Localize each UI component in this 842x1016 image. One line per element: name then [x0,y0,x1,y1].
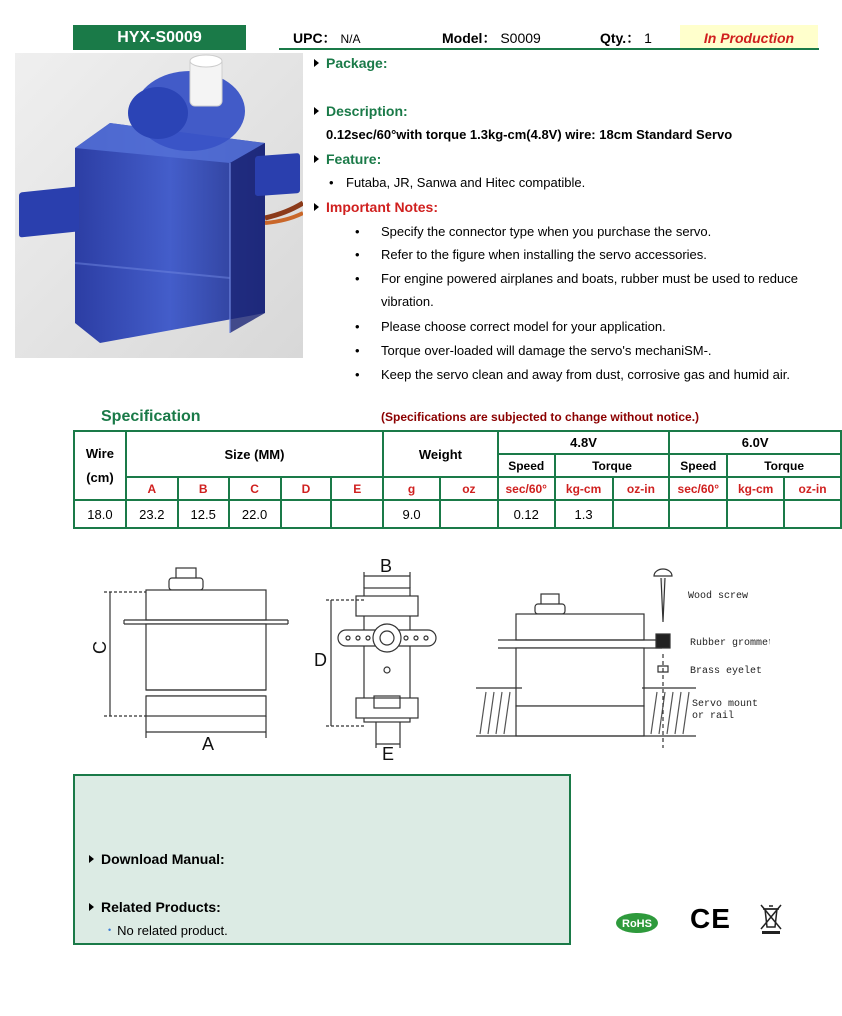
value-d [281,500,332,528]
download-manual-title: Download Manual: [101,851,225,867]
note-item [355,223,711,240]
triangle-bullet-icon [314,155,319,163]
notes-title: Important Notes: [326,199,438,215]
value-kgcm-48: 1.3 [555,500,613,528]
product-photo [15,53,303,358]
note-text: Refer to the figure when installing the servo accessories. [381,247,707,262]
dimension-label-d: D [314,650,327,670]
value-oz [440,500,498,528]
qty-value: 1 [644,30,652,46]
value-g: 9.0 [383,500,440,528]
wire-header [74,431,126,500]
note-text: Specify the connector type when you purchase the servo. [381,224,712,239]
note-text-continued: vibration. [381,294,434,309]
dimension-label-a: A [202,734,215,754]
qty-field [600,29,652,47]
unit-kgcm-60: kg-cm [727,477,784,500]
unit-b: B [178,477,229,500]
note-item [355,366,790,383]
part-label-brass-eyelet: Brass eyelet [690,666,763,677]
triangle-bullet-icon [314,203,319,211]
wire-label: Wire [85,445,114,461]
unit-d: D [281,477,332,500]
value-b: 12.5 [178,500,229,528]
bullet-dot-icon: • [329,175,334,190]
package-title: Package: [326,55,388,71]
production-status: In Production [703,30,795,46]
dimension-label-b: B [380,556,393,576]
description-section [314,102,408,120]
note-text: Torque over-loaded will damage the servo's mechaniSM-. [381,343,712,358]
spec-title: Specification [101,408,201,425]
part-label-rubber-grommet: Rubber grommet [690,638,770,649]
weight-header: Weight [383,431,498,477]
size-header: Size (MM) [126,431,383,477]
note-item [355,318,666,335]
rohs-text: RoHS [622,918,652,930]
value-kgcm-60 [727,500,784,528]
value-ozin-60 [784,500,841,528]
related-products-section [89,898,221,916]
unit-ozin-60: oz-in [784,477,841,500]
description-text: 0.12sec/60°with torque 1.3kg-cm(4.8V) wire: 18cm Standard Servo [326,127,733,142]
bullet-dot-icon: • [108,925,112,935]
unit-speed-48: sec/60° [498,477,555,500]
description-title: Description: [326,103,408,119]
upc-field [293,29,360,48]
note-text: For engine powered airplanes and boats, rubber must be used to reduce [381,271,798,286]
bullet-dot-icon: • [355,343,360,358]
triangle-bullet-icon [89,903,94,911]
upc-value: N/A [340,32,361,46]
feature-title: Feature: [326,151,382,167]
value-c: 22.0 [229,500,281,528]
part-label-or-rail: or rail [692,711,735,722]
voltage-48-header: 4.8V [498,431,670,454]
package-section [314,54,387,72]
notes-section [314,198,438,216]
bullet-dot-icon: • [355,224,360,239]
voltage-60-header: 6.0V [669,431,841,454]
download-manual-section [89,850,225,868]
ce-mark-icon: CE [690,903,731,934]
qty-label: Qty.： [600,30,641,46]
note-text: Keep the servo clean and away from dust, corrosive gas and humid air. [381,367,790,382]
dimension-label-c: C [90,641,110,654]
feature-section [314,150,381,168]
speed-60-header: Speed [669,454,727,477]
related-product-text: No related product. [117,923,228,938]
unit-oz: oz [440,477,498,500]
value-speed-60 [669,500,727,528]
feature-item [329,174,585,191]
unit-speed-60: sec/60° [669,477,727,500]
related-product-item [108,922,228,941]
unit-a: A [126,477,178,500]
note-item [355,270,798,287]
unit-c: C [229,477,281,500]
torque-60-header: Torque [727,454,841,477]
spec-table [73,430,842,529]
model-field [442,29,541,47]
note-text: Please choose correct model for your application. [381,319,666,334]
unit-e: E [331,477,383,500]
unit-g: g [383,477,440,500]
model-code-badge: HYX-S0009 [73,25,246,50]
note-item [355,246,707,263]
header-underline [279,48,819,50]
upc-label: UPC： [293,30,337,46]
model-value: S0009 [500,30,541,46]
triangle-bullet-icon [314,59,319,67]
speed-48-header: Speed [498,454,555,477]
value-a: 23.2 [126,500,178,528]
triangle-bullet-icon [89,855,94,863]
feature-item-text: Futaba, JR, Sanwa and Hitec compatible. [346,175,586,190]
value-ozin-48 [613,500,670,528]
wire-unit: (cm) [86,469,114,485]
triangle-bullet-icon [314,107,319,115]
part-label-wood-screw: Wood screw [688,591,749,602]
rohs-icon [615,912,659,934]
value-e [331,500,383,528]
value-wire: 18.0 [74,500,126,528]
torque-48-header: Torque [555,454,670,477]
bullet-dot-icon: • [355,367,360,382]
weee-bin-icon [759,901,783,935]
dimension-label-e: E [382,744,395,764]
spec-note: (Specifications are subjected to change without notice.) [381,410,700,424]
value-speed-48: 0.12 [498,500,555,528]
bullet-dot-icon: • [355,319,360,334]
dimension-diagram [86,548,770,766]
related-products-title: Related Products: [101,899,221,915]
note-item [355,342,712,359]
part-label-servo-mount: Servo mount [692,699,759,710]
bullet-dot-icon: • [355,247,360,262]
model-label: Model： [442,30,497,46]
unit-kgcm-48: kg-cm [555,477,613,500]
bullet-dot-icon: • [355,271,360,286]
unit-ozin-48: oz-in [613,477,670,500]
